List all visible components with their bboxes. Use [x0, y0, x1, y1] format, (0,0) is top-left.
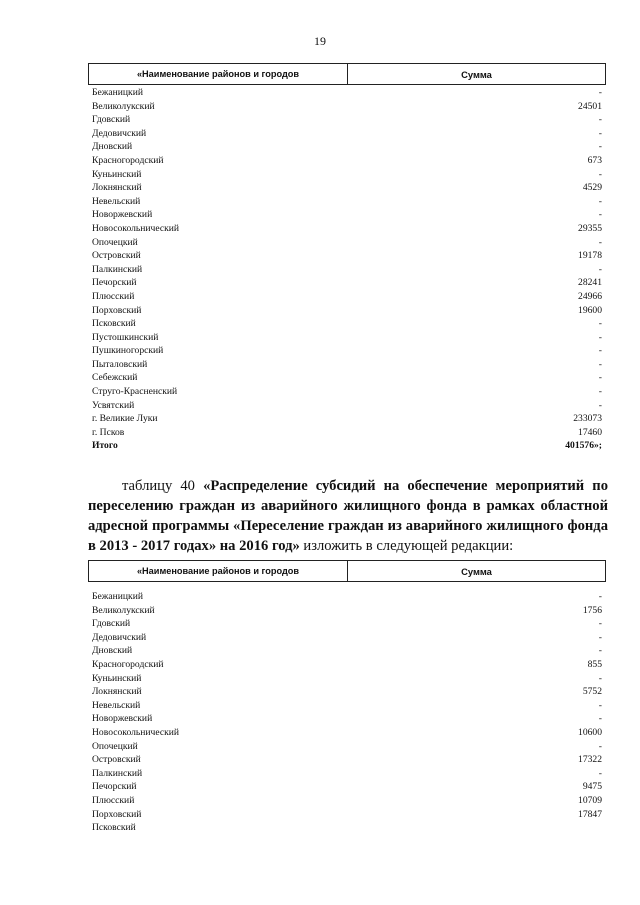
table-row — [88, 154, 606, 168]
district-name: Локнянский — [92, 182, 142, 194]
amount-value: - — [598, 263, 602, 275]
table-body — [88, 590, 606, 835]
amount-value: - — [598, 645, 602, 657]
district-name: Плюсский — [92, 794, 135, 806]
district-name: Великолукский — [92, 604, 155, 616]
page-number: 19 — [314, 34, 326, 48]
table-row — [88, 808, 606, 822]
amount-value: - — [598, 236, 602, 248]
amount-value: 28241 — [578, 277, 602, 289]
table-row — [88, 86, 606, 100]
table-row — [88, 399, 606, 413]
amount-value: 1756 — [582, 604, 602, 616]
district-name: Новосокольнический — [92, 726, 180, 738]
amount-value: 401576»; — [565, 440, 602, 452]
subsidy-table-1 — [88, 63, 606, 453]
table-row — [88, 113, 606, 127]
table-row — [88, 195, 606, 209]
table-header — [88, 560, 606, 582]
amount-value: - — [598, 767, 602, 779]
table-row — [88, 604, 606, 618]
table-row — [88, 168, 606, 182]
table-row — [88, 344, 606, 358]
district-name: Красногородский — [92, 658, 164, 670]
table-row — [88, 644, 606, 658]
district-name: Усвятский — [92, 399, 135, 411]
amount-value: 9475 — [582, 781, 602, 793]
amount-value: 673 — [587, 154, 602, 166]
district-name: Невельский — [92, 699, 141, 711]
table-row — [88, 317, 606, 331]
district-name: Локнянский — [92, 686, 142, 698]
table-body — [88, 86, 606, 453]
column-header-sum: Сумма — [461, 565, 492, 577]
district-name: Невельский — [92, 195, 141, 207]
district-name: Островский — [92, 250, 141, 262]
table-row — [88, 726, 606, 740]
table-row — [88, 331, 606, 345]
district-name: Печорский — [92, 781, 137, 793]
amount-value: 17847 — [578, 808, 602, 820]
district-name: Дновский — [92, 645, 133, 657]
district-name: г. Великие Луки — [92, 413, 158, 425]
amount-value: 233073 — [573, 413, 602, 425]
amount-value: 19178 — [578, 250, 602, 262]
table-header — [88, 63, 606, 85]
table-row — [88, 100, 606, 114]
amount-value: - — [598, 386, 602, 398]
amount-value: - — [598, 168, 602, 180]
table-row — [88, 780, 606, 794]
district-name: Гдовский — [92, 114, 131, 126]
district-name: Опочецкий — [92, 236, 138, 248]
district-name: Дновский — [92, 141, 133, 153]
district-name: Порховский — [92, 808, 142, 820]
amount-value: 10600 — [578, 726, 602, 738]
amount-value: - — [598, 618, 602, 630]
table-row — [88, 385, 606, 399]
paragraph-suffix: изложить в следующей редакции: — [299, 538, 514, 554]
amount-value: - — [598, 699, 602, 711]
district-name: Пушкиногорский — [92, 345, 164, 357]
amount-value: - — [598, 114, 602, 126]
district-name: г. Псков — [92, 426, 125, 438]
amount-value: - — [598, 195, 602, 207]
amount-value: - — [598, 331, 602, 343]
table-row — [88, 590, 606, 604]
table-row — [88, 304, 606, 318]
total-row — [88, 439, 606, 453]
table-row — [88, 290, 606, 304]
amount-value: 24966 — [578, 290, 602, 302]
amount-value: 5752 — [582, 686, 602, 698]
district-name: Новосокольнический — [92, 222, 180, 234]
amount-value — [472, 821, 606, 835]
table-row — [88, 767, 606, 781]
amount-value: - — [598, 740, 602, 752]
amount-value: 17322 — [578, 754, 602, 766]
amount-value: 855 — [587, 658, 602, 670]
district-name: Гдовский — [92, 618, 131, 630]
column-header-sum: Сумма — [461, 68, 492, 80]
district-name: Бежаницкий — [92, 591, 143, 602]
amount-value: 24501 — [578, 100, 602, 112]
table-row — [88, 371, 606, 385]
table-row — [88, 127, 606, 141]
table-row — [88, 276, 606, 290]
amount-value: - — [598, 372, 602, 384]
subsidy-table-2 — [88, 560, 606, 835]
district-name: Струго-Красненский — [92, 386, 178, 398]
table-row — [88, 263, 606, 277]
amount-value: - — [598, 631, 602, 643]
district-name: Красногородский — [92, 154, 164, 166]
district-name: Куньинский — [92, 168, 142, 180]
district-name: Плюсский — [92, 290, 135, 302]
amount-value: 17460 — [578, 426, 602, 438]
amount-value: - — [598, 87, 602, 98]
district-name: Пустошкинский — [92, 331, 159, 343]
amount-value: 29355 — [578, 222, 602, 234]
table-row — [88, 794, 606, 808]
district-name: Островский — [92, 754, 141, 766]
district-name: Печорский — [92, 277, 137, 289]
district-name: Опочецкий — [92, 740, 138, 752]
amount-value: - — [598, 399, 602, 411]
table-row — [88, 181, 606, 195]
amount-value: - — [598, 672, 602, 684]
amount-value: - — [598, 345, 602, 357]
table-row — [88, 685, 606, 699]
table-row — [88, 412, 606, 426]
district-name: Новоржевский — [92, 713, 153, 725]
district-name: Псковский — [92, 318, 136, 330]
table-row — [88, 249, 606, 263]
amount-value: 10709 — [578, 794, 602, 806]
table-row — [88, 208, 606, 222]
column-header-name: «Наименование районов и городов — [89, 64, 348, 84]
amount-value: - — [598, 713, 602, 725]
district-name: Палкинский — [92, 263, 143, 275]
table-row — [88, 631, 606, 645]
table-row — [88, 821, 606, 835]
amount-value: - — [598, 141, 602, 153]
district-name: Дедовичский — [92, 631, 147, 643]
amount-value: 4529 — [582, 182, 602, 194]
district-name: Порховский — [92, 304, 142, 316]
amount-value: - — [598, 591, 602, 602]
district-name: Палкинский — [92, 767, 143, 779]
table-row — [88, 712, 606, 726]
district-name: Куньинский — [92, 672, 142, 684]
amount-value: - — [598, 318, 602, 330]
table-row — [88, 740, 606, 754]
district-name: Пыталовский — [92, 358, 148, 370]
table-row — [88, 658, 606, 672]
table-row — [88, 358, 606, 372]
table-row — [88, 236, 606, 250]
table-row — [88, 222, 606, 236]
amount-value: 19600 — [578, 304, 602, 316]
column-header-name: «Наименование районов и городов — [89, 561, 348, 581]
district-name: Итого — [92, 440, 118, 452]
paragraph-prefix: таблицу 40 — [122, 478, 204, 494]
district-name: Псковский — [92, 822, 136, 834]
table-row — [88, 140, 606, 154]
table-row — [88, 426, 606, 440]
district-name: Дедовичский — [92, 127, 147, 139]
table-row — [88, 753, 606, 767]
amount-value: - — [598, 358, 602, 370]
table-row — [88, 672, 606, 686]
table-row — [88, 699, 606, 713]
district-name: Великолукский — [92, 100, 155, 112]
district-name: Бежаницкий — [92, 87, 143, 98]
paragraph-title: «Распределение субсидий на обеспечение мероприятий по переселению граждан из аварийного жилищного фонда в рамках областной адресной программы «Переселение граждан из аварийного жилищного фонда в 2013 - 2017 годах» на 2016 год» — [88, 478, 608, 554]
district-name: Новоржевский — [92, 209, 153, 221]
district-name: Себежский — [92, 372, 138, 384]
amount-value: - — [598, 127, 602, 139]
amendment-paragraph — [88, 476, 608, 556]
amount-value: - — [598, 209, 602, 221]
table-row — [88, 617, 606, 631]
